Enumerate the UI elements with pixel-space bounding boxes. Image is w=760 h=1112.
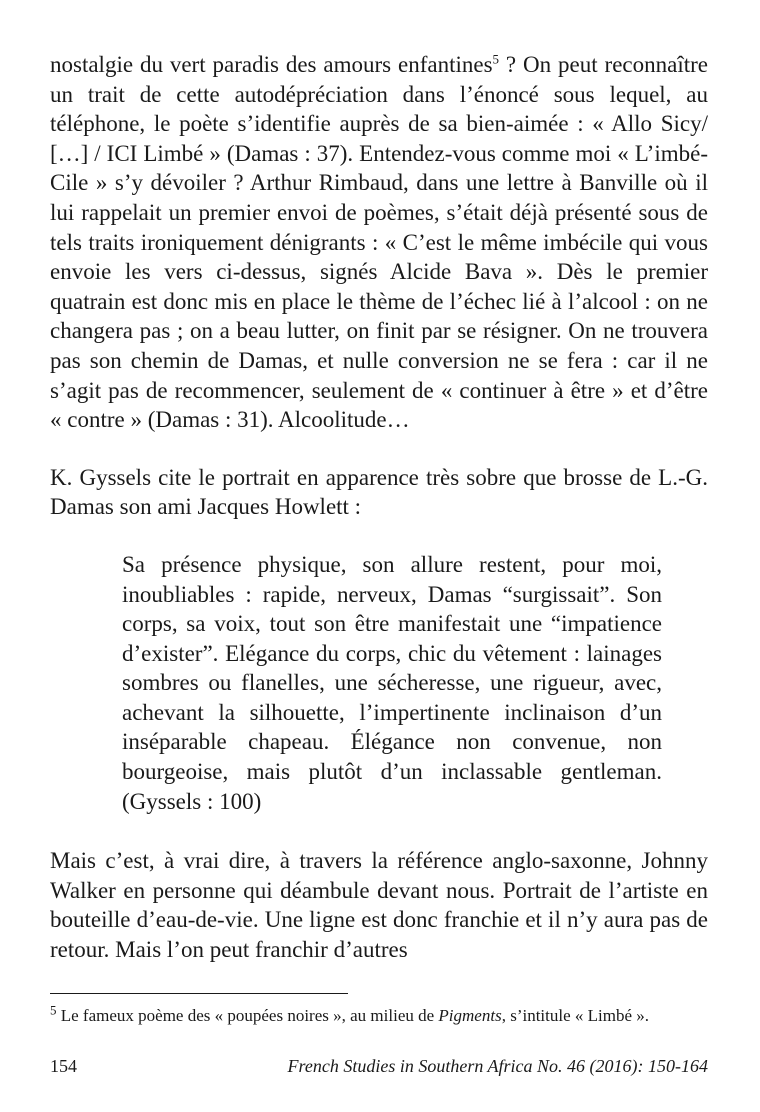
paragraph-1 [50, 50, 708, 435]
footnote-number: 5 [50, 1002, 57, 1018]
footnote [50, 1004, 708, 1028]
footnote-divider [50, 993, 348, 994]
paragraph-1-text-end: ? On peut reconnaître un trait de cette autodépréciation dans l’énoncé sous lequel, au téléphone, le poète s’identifie auprès de sa bien-aimée : « Allo Sicy/ […] / ICI Limbé » (Damas : 37). Entendez-vous comme moi « L’imbé-Cile » s’y dévoiler ? Arthur Rimbaud, dans une lettre à Banville où il lui rappelait un premier envoi de poèmes, s’était déjà présenté sous de tels traits ironiquement dénigrants : « C’est le même imbécile qui vous envoie les vers ci-dessus, signés Alcide Bava ». Dès le premier quatrain est donc mis en place le thème de l’échec lié à l’alcool : on ne changera pas ; on a beau lutter, on finit par se résigner. On ne trouvera pas son chemin de Damas, et nulle conversion ne se fera : car il ne s’agit pas de recommencer, seulement de « continuer à être » et d’être « contre » (Damas : 31). Alcoolitude… [50, 52, 708, 433]
paragraph-3: Mais c’est, à vrai dire, à travers la référence anglo-saxonne, Johnny Walker en personne qui déambule devant nous. Portrait de l’artiste en bouteille d’eau-de-vie. Une ligne est donc franchie et il n’y aura pas de retour. Mais l’on peut franchir d’autres [50, 848, 708, 963]
footnote-reference[interactable]: 5 [492, 51, 500, 67]
journal-citation: French Studies in Southern Africa No. 46 (2016): 150-164 [287, 1056, 708, 1076]
footnote-title: Pigments [438, 1006, 502, 1025]
block-quote: Sa présence physique, son allure restent, pour moi, inoubliables : rapide, nerveux, Damas “surgissait”. Son corps, sa voix, tout son être manifestait une “impatience d’exister”. Elégance du corps, chic du vêtement : lainages sombres ou flanelles, une sécheresse, une rigueur, avec, achevant la silhouette, l’impertinente inclinaison d’un inséparable chapeau. Élégance non convenue, non bourgeoise, mais plutôt d’un inclassable gentleman. (Gyssels : 100) [122, 551, 662, 814]
footnote-text-end: , s’intitule « Limbé ». [501, 1006, 650, 1025]
footnote-text-start: Le fameux poème des « poupées noires », au milieu de [56, 1006, 439, 1025]
paragraph-2: K. Gyssels cite le portrait en apparence très sobre que brosse de L.-G. Damas son ami Jacques Howlett : [50, 464, 708, 520]
page-body [50, 50, 708, 965]
paragraph-1-text-start: nostalgie du vert paradis des amours enfantines [50, 52, 493, 77]
page-footer [50, 1056, 708, 1082]
page-number: 154 [50, 1056, 77, 1076]
